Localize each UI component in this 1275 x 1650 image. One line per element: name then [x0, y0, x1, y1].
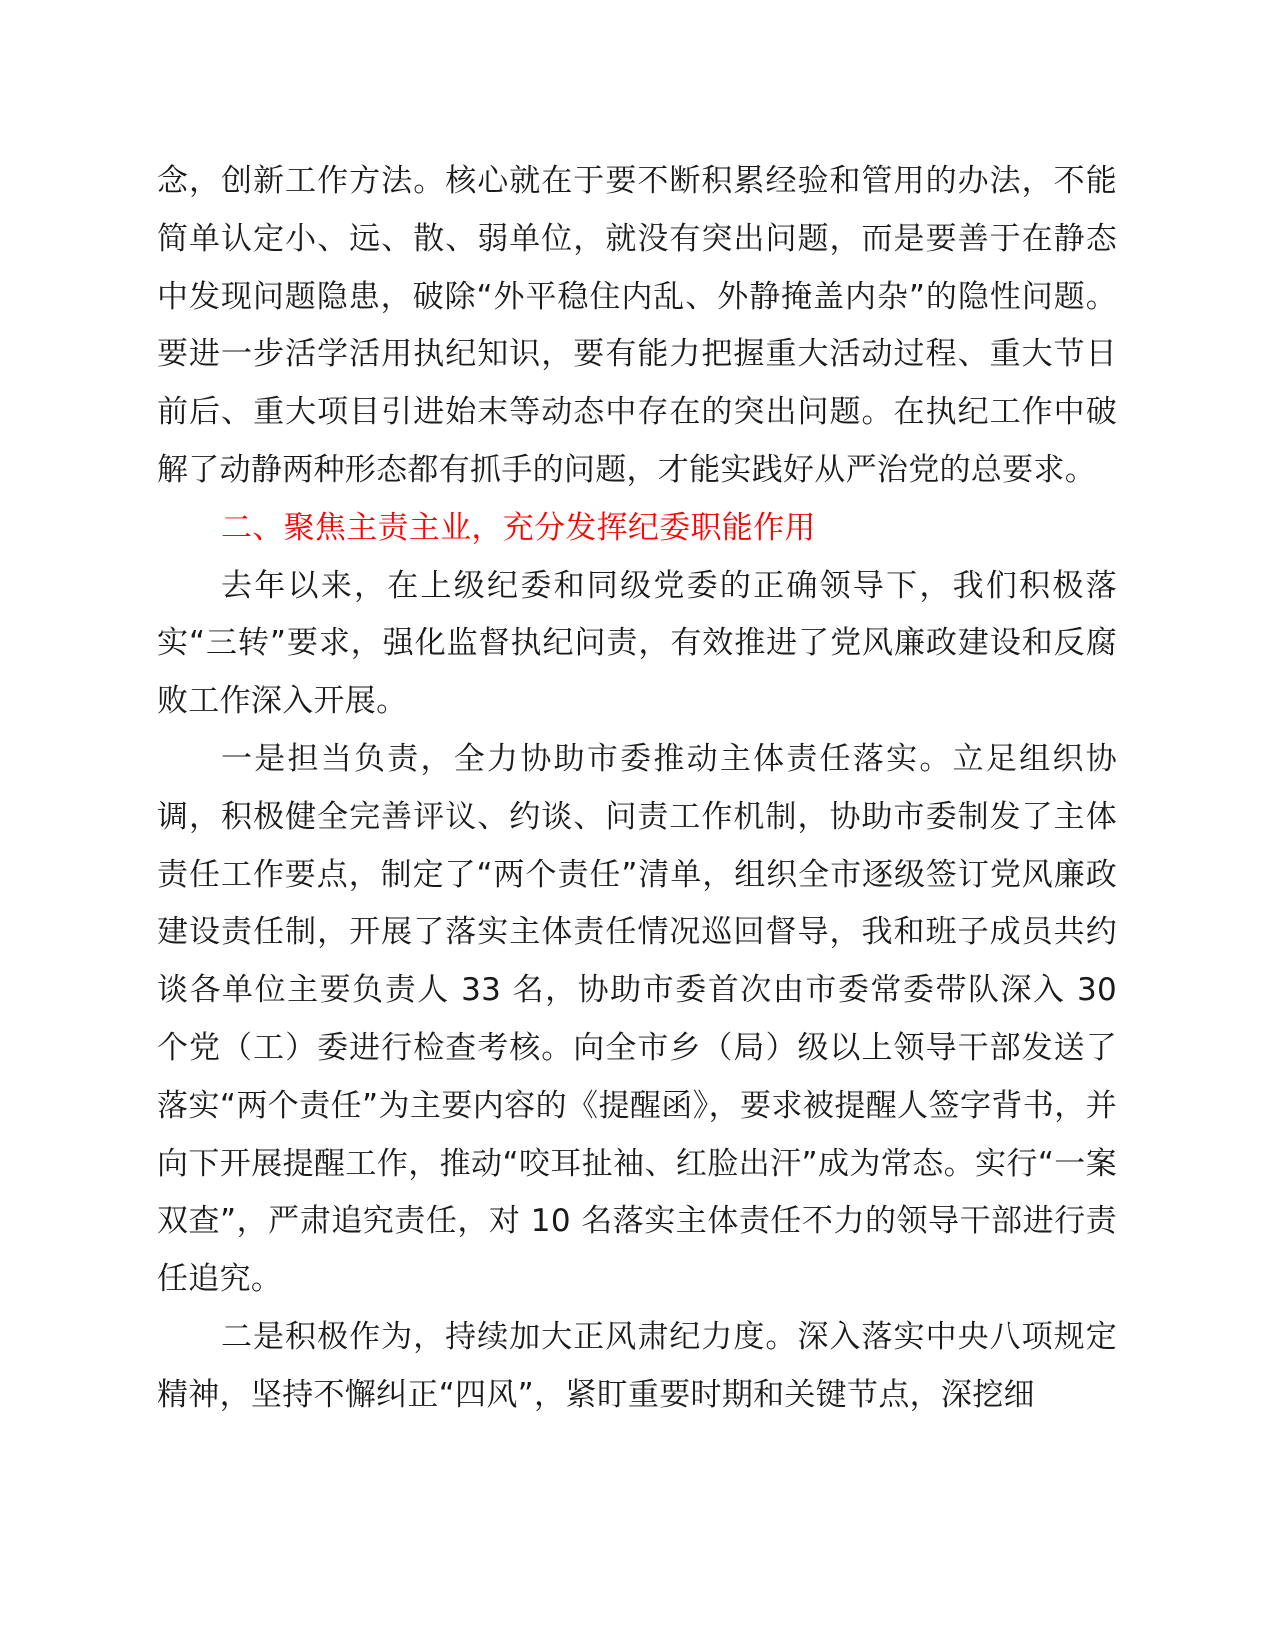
- section-heading: 二、聚焦主责主业，充分发挥纪委职能作用: [221, 509, 816, 546]
- paragraph-intro: 去年以来，在上级纪委和同级党委的正确领导下，我们积极落实“三转”要求，强化监督执纪问责，有效推进了党风廉政建设和反腐败工作深入开展。: [157, 567, 1117, 720]
- document-body: [157, 153, 1117, 1425]
- paragraph-continuation: 念，创新工作方法。核心就在于要不断积累经验和管用的办法，不能简单认定小、远、散、弱单位，就没有突出问题，而是要善于在静态中发现问题隐患，破除“外平稳住内乱、外静掩盖内杂”的隐性问题。要进一步活学活用执纪知识，要有能力把握重大活动过程、重大节日前后、重大项目引进始末等动态中存在的突出问题。在执纪工作中破解了动静两种形态都有抓手的问题，才能实践好从严治党的总要求。: [157, 163, 1117, 488]
- paragraph-point-one: 一是担当负责，全力协助市委推动主体责任落实。立足组织协调，积极健全完善评议、约谈、问责工作机制，协助市委制发了主体责任工作要点，制定了“两个责任”清单，组织全市逐级签订党风廉政建设责任制，开展了落实主体责任情况巡回督导，我和班子成员共约谈各单位主要负责人 33 名，协助市委首次由市委常委带队深入 30 个党（工）委进行检查考核。向全市乡（局）级以上领导干部发送了落实“两个责任”为主要内容的《提醒函》，要求被提醒人签字背书，并向下开展提醒工作，推动“咬耳扯袖、红脸出汗”成为常态。实行“一案双查”，严肃追究责任，对 10 名落实主体责任不力的领导干部进行责任追究。: [157, 740, 1117, 1298]
- paragraph-point-two: 二是积极作为，持续加大正风肃纪力度。深入落实中央八项规定精神，坚持不懈纠正“四风”，紧盯重要时期和关键节点，深挖细: [157, 1318, 1117, 1413]
